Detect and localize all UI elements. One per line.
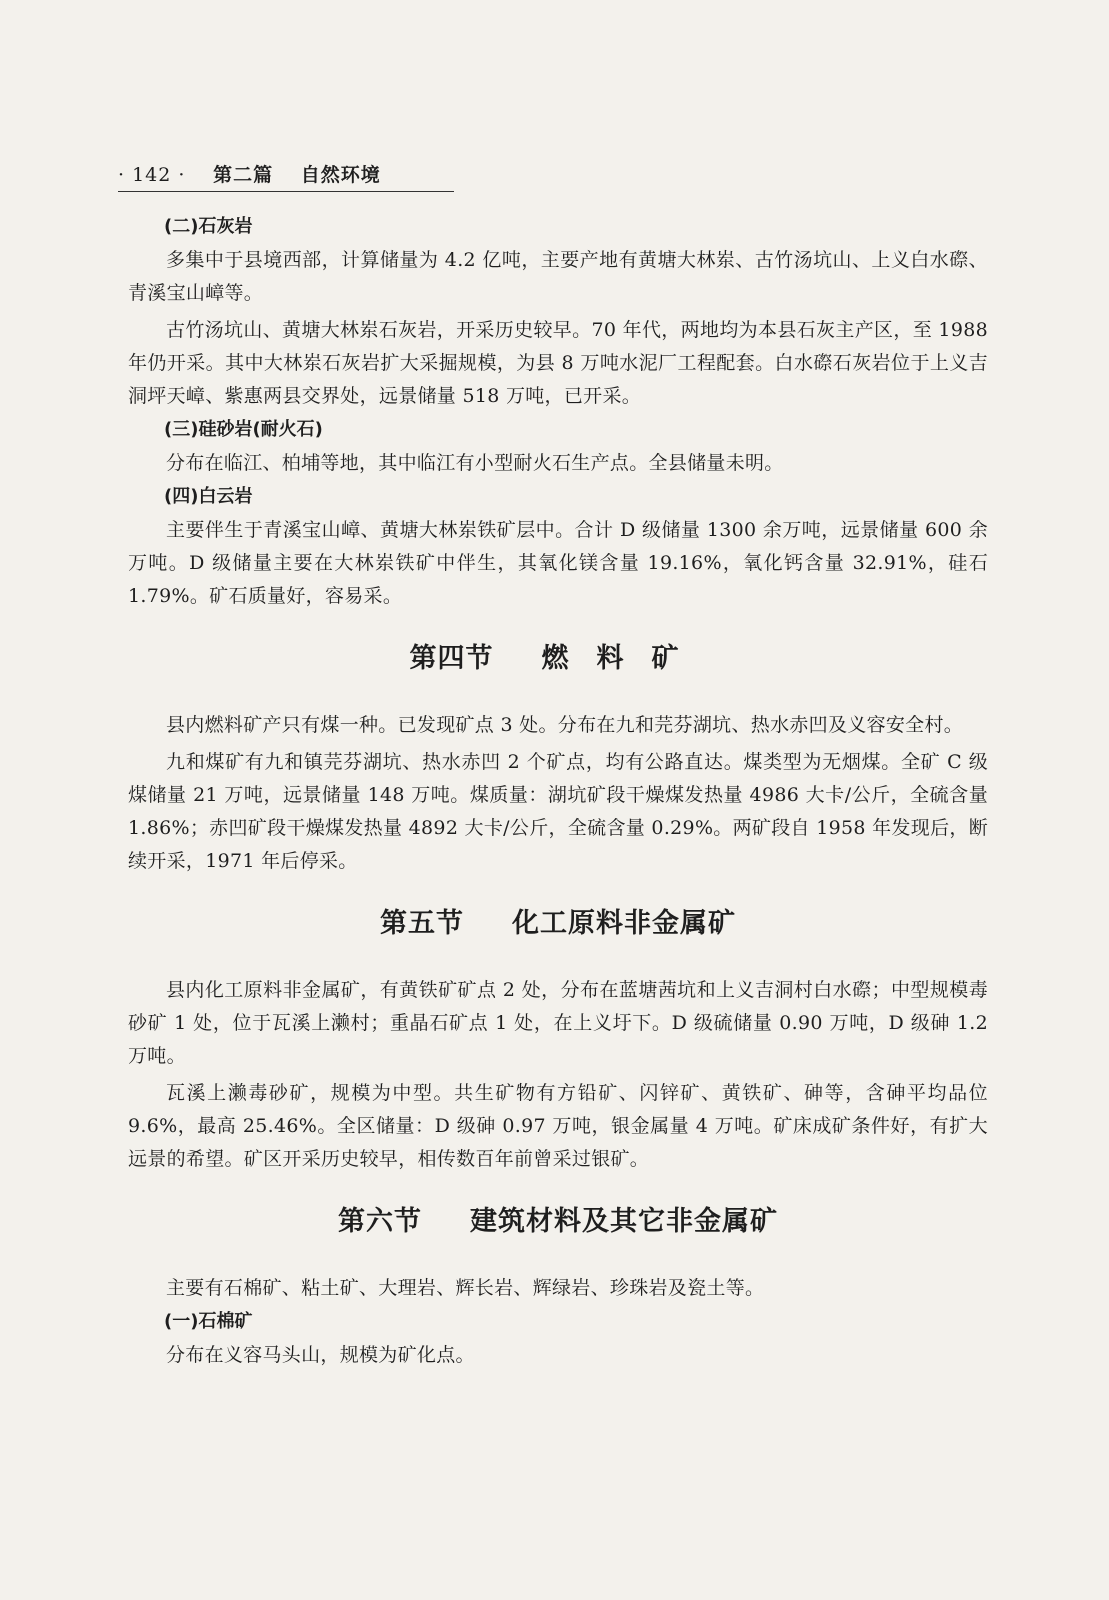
subheading-silica: (三)硅砂岩(耐火石) xyxy=(164,419,323,440)
section-title: 建筑材料及其它非金属矿 xyxy=(470,1206,778,1237)
paragraph: 瓦溪上濑毒砂矿，规模为中型。共生矿物有方铅矿、闪锌矿、黄铁矿、砷等，含砷平均品位 9.6%，最高 25.46%。全区储量：D 级砷 0.97 万吨，银金属量 4 万吨。矿床成矿条件好，有扩大远景的希望。矿区开采历史较早，相传数百年前曾采过银矿。 xyxy=(128,1082,988,1170)
paragraph: 主要有石棉矿、粘土矿、大理岩、辉长岩、辉绿岩、珍珠岩及瓷土等。 xyxy=(166,1277,765,1299)
section-heading-5 xyxy=(128,904,988,944)
header-rule xyxy=(118,191,454,192)
paragraph: 县内燃料矿产只有煤一种。已发现矿点 3 处。分布在九和芫芬湖坑、热水赤凹及义容安全村。 xyxy=(166,714,964,736)
paragraph: 九和煤矿有九和镇芫芬湖坑、热水赤凹 2 个矿点，均有公路直达。煤类型为无烟煤。全矿 C 级煤储量 21 万吨，远景储量 148 万吨。煤质量：湖坑矿段干燥煤发热量 4986 大卡/公斤，全硫含量 1.86%；赤凹矿段干燥煤发热量 4892 大卡/公斤，全硫含量 0.29%。两矿段自 1958 年发现后，断续开采，1971 年后停采。 xyxy=(128,751,988,872)
paragraph: 多集中于县境西部，计算储量为 4.2 亿吨，主要产地有黄塘大林岽、古竹汤坑山、上义白水磜、青溪宝山嶂等。 xyxy=(128,249,988,304)
paragraph: 县内化工原料非金属矿，有黄铁矿矿点 2 处，分布在蓝塘茜坑和上义吉洞村白水磜；中型规模毒砂矿 1 处，位于瓦溪上濑村；重晶石矿点 1 处，在上义圩下。D 级硫储量 0.90 万吨，D 级砷 1.2 万吨。 xyxy=(128,979,988,1067)
subheading-limestone: (二)石灰岩 xyxy=(164,216,253,237)
section-title: 化工原料非金属矿 xyxy=(512,908,736,939)
section-number: 第五节 xyxy=(380,908,464,939)
subheading-dolomite: (四)白云岩 xyxy=(164,486,253,507)
page-number: · 142 · xyxy=(118,164,186,186)
paragraph: 分布在临江、柏埔等地，其中临江有小型耐火石生产点。全县储量未明。 xyxy=(166,452,784,474)
part-label: 第二篇 xyxy=(213,164,274,186)
paragraph: 主要伴生于青溪宝山嶂、黄塘大林岽铁矿层中。合计 D 级储量 1300 余万吨，远景储量 600 余万吨。D 级储量主要在大林岽铁矿中伴生，其氧化镁含量 19.16%，氧化钙含量 32.91%，硅石 1.79%。矿石质量好，容易采。 xyxy=(128,519,988,607)
running-header xyxy=(118,160,454,187)
section-title: 燃料矿 xyxy=(541,643,707,674)
paragraph: 古竹汤坑山、黄塘大林岽石灰岩，开采历史较早。70 年代，两地均为本县石灰主产区，至 1988 年仍开采。其中大林岽石灰岩扩大采掘规模，为县 8 万吨水泥厂工程配套。白水磜石灰岩位于上义吉洞坪天嶂、紫惠两县交界处，远景储量 518 万吨，已开采。 xyxy=(128,319,988,407)
section-number: 第四节 xyxy=(409,643,494,674)
part-title: 自然环境 xyxy=(300,164,381,186)
section-heading-4 xyxy=(128,639,988,679)
section-number: 第六节 xyxy=(338,1206,422,1237)
paragraph: 分布在义容马头山，规模为矿化点。 xyxy=(166,1344,475,1366)
subheading-asbestos: (一)石棉矿 xyxy=(164,1311,253,1332)
section-heading-6 xyxy=(128,1202,988,1242)
body-text xyxy=(128,214,988,1376)
